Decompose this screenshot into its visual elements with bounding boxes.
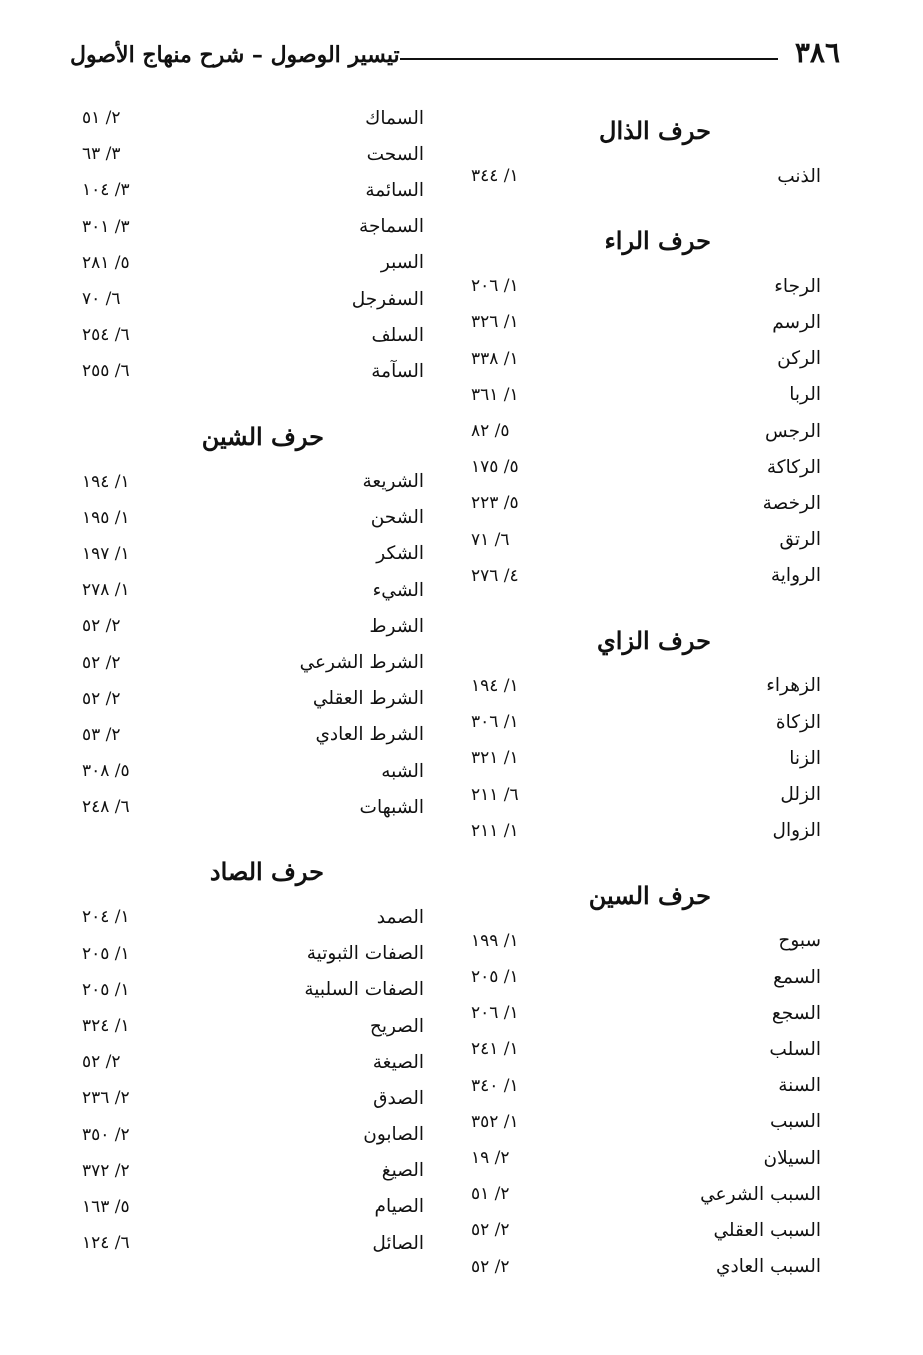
page-header — [70, 36, 840, 76]
index-entry — [465, 1212, 821, 1248]
section-heading: حرف السين — [588, 880, 711, 910]
index-entry — [76, 753, 424, 789]
index-entry — [465, 1249, 821, 1285]
entry-term: الرخصة — [762, 492, 821, 514]
index-entry — [76, 1117, 424, 1153]
section-heading: حرف الراء — [604, 226, 711, 256]
entry-reference: ١/ ١٩٤ — [82, 471, 130, 492]
section-spacer — [465, 194, 821, 210]
entry-term: السيلان — [763, 1147, 821, 1169]
entry-reference: ٢/ ٣٧٢ — [82, 1160, 130, 1181]
entry-term: الشريعة — [362, 471, 424, 493]
index-entry — [465, 449, 821, 485]
entry-reference: ٢/ ٥١ — [471, 1184, 510, 1205]
index-entry — [76, 789, 424, 825]
index-entry — [76, 644, 424, 680]
entry-reference: ١/ ٢٠٦ — [471, 276, 519, 297]
entry-term: السجع — [771, 1002, 821, 1024]
entry-term: الذنب — [777, 165, 821, 187]
section-spacer — [465, 594, 821, 610]
entry-reference: ٦/ ٢٥٤ — [82, 325, 130, 346]
entry-term: السماجة — [359, 216, 424, 238]
entry-reference: ٢/ ٥٢ — [82, 652, 121, 673]
index-entry — [76, 317, 424, 353]
entry-reference: ١/ ٣٥٢ — [471, 1111, 519, 1132]
entry-reference: ٢/ ٥٢ — [471, 1256, 510, 1277]
section-heading: حرف الزاي — [597, 625, 711, 655]
section-spacer — [76, 825, 424, 841]
entry-reference: ٢/ ٢٣٦ — [82, 1088, 130, 1109]
index-entry — [465, 1031, 821, 1067]
index-entry — [465, 377, 821, 413]
entry-reference: ٦/ ٢٤٨ — [82, 797, 130, 818]
entry-reference: ١/ ٣٣٨ — [471, 348, 519, 369]
entry-reference: ٦/ ٧٠ — [82, 289, 121, 310]
index-entry — [76, 464, 424, 500]
entry-term: الشرط العادي — [315, 724, 424, 746]
entry-term: السبر — [380, 252, 424, 274]
index-entry — [465, 485, 821, 521]
entry-term: الشرط العقلي — [312, 688, 424, 710]
entry-reference: ١/ ٢١١ — [471, 820, 519, 841]
index-entry — [76, 500, 424, 536]
section-heading: حرف الذال — [599, 116, 711, 145]
entry-reference: ٢/ ٥٣ — [82, 724, 121, 745]
running-title: تيسير الوصول – شرح منهاج الأصول — [70, 42, 400, 68]
index-entry — [76, 1008, 424, 1044]
entry-term: الشيء — [372, 579, 424, 601]
entry-term: الرسم — [772, 311, 821, 333]
entry-term: الزلل — [780, 784, 821, 806]
index-entry — [465, 522, 821, 558]
entry-reference: ٣/ ١٠٤ — [82, 180, 130, 201]
entry-reference: ١/ ٣٢٦ — [471, 312, 519, 333]
entry-term: الزنا — [789, 747, 821, 769]
index-entry — [465, 923, 821, 959]
entry-term: الصفات السلبية — [304, 979, 424, 1001]
index-entry — [465, 268, 821, 304]
index-entry — [465, 158, 821, 194]
entry-term: السلب — [769, 1038, 821, 1060]
index-entry — [465, 1176, 821, 1212]
entry-term: الرواية — [770, 565, 821, 587]
index-entry — [76, 1044, 424, 1080]
entry-reference: ٦/ ٧١ — [471, 529, 510, 550]
entry-reference: ٢/ ٥٢ — [82, 616, 121, 637]
entry-term: الزوال — [772, 820, 821, 842]
index-entry — [76, 899, 424, 935]
index-entry — [76, 572, 424, 608]
entry-reference: ٥/ ٢٨١ — [82, 252, 130, 273]
index-entry — [465, 304, 821, 340]
entry-reference: ١/ ٣٤٠ — [471, 1075, 519, 1096]
index-entry — [465, 1140, 821, 1176]
index-entry — [76, 936, 424, 972]
entry-term: السفرجل — [351, 288, 424, 310]
entry-reference: ٥/ ٨٢ — [471, 421, 510, 442]
entry-term: الرجس — [764, 420, 821, 442]
index-entry — [465, 1068, 821, 1104]
entry-reference: ٢/ ١٩ — [471, 1148, 510, 1169]
entry-reference: ١/ ٢٠٥ — [471, 967, 519, 988]
index-entry — [76, 1189, 424, 1225]
index-entry — [76, 353, 424, 389]
entry-reference: ٣/ ٣٠١ — [82, 216, 130, 237]
entry-reference: ١/ ٢٠٥ — [82, 979, 130, 1000]
index-entry — [465, 1104, 821, 1140]
entry-reference: ٢/ ٥٢ — [471, 1220, 510, 1241]
entry-term: السائمة — [365, 179, 424, 201]
entry-term: الصريح — [369, 1015, 424, 1037]
entry-reference: ١/ ٢٠٦ — [471, 1003, 519, 1024]
index-entry — [465, 704, 821, 740]
section-spacer — [465, 849, 821, 865]
header-rule — [400, 58, 778, 60]
entry-reference: ١/ ٣٠٦ — [471, 712, 519, 733]
entry-term: سبوح — [778, 930, 821, 952]
index-entry — [76, 245, 424, 281]
entry-term: السنة — [778, 1075, 821, 1097]
entry-term: السبب العادي — [716, 1256, 821, 1278]
entry-reference: ١/ ١٩٩ — [471, 930, 519, 951]
index-entry — [76, 1080, 424, 1116]
index-entry — [76, 1225, 424, 1261]
entry-reference: ١/ ٢٠٤ — [82, 907, 130, 928]
index-entry — [465, 413, 821, 449]
entry-term: الشبهات — [359, 796, 424, 818]
entry-reference: ٢/ ٥٢ — [82, 688, 121, 709]
entry-term: السلف — [371, 324, 424, 346]
index-entry — [76, 717, 424, 753]
index-entry — [76, 172, 424, 208]
index-entry — [76, 209, 424, 245]
index-entry — [465, 959, 821, 995]
entry-reference: ٢/ ٥١ — [82, 108, 121, 129]
entry-term: الشرط الشرعي — [299, 652, 424, 674]
entry-reference: ١/ ٢٤١ — [471, 1039, 519, 1060]
index-entry — [76, 136, 424, 172]
index-entry — [465, 740, 821, 776]
entry-reference: ١/ ٢٧٨ — [82, 580, 130, 601]
index-entry — [465, 341, 821, 377]
entry-reference: ٥/ ١٦٣ — [82, 1196, 130, 1217]
entry-term: الصدق — [373, 1087, 424, 1109]
entry-term: الصابون — [363, 1124, 424, 1146]
entry-reference: ٤/ ٢٧٦ — [471, 565, 519, 586]
entry-term: السمع — [773, 966, 821, 988]
entry-term: الرتق — [779, 529, 821, 551]
entry-reference: ١/ ٣٤٤ — [471, 166, 519, 187]
entry-term: الصمد — [376, 906, 424, 928]
entry-reference: ٥/ ٢٢٣ — [471, 493, 519, 514]
entry-term: السآمة — [371, 360, 424, 382]
section-heading: حرف الشين — [201, 421, 324, 451]
index-entry — [76, 972, 424, 1008]
entry-term: السماك — [365, 107, 424, 129]
entry-term: الصيغة — [372, 1051, 424, 1073]
section-heading: حرف الصاد — [209, 857, 324, 887]
entry-reference: ٢/ ٥٢ — [82, 1052, 121, 1073]
entry-term: الصيغ — [381, 1160, 424, 1182]
entry-reference: ١/ ٣٢١ — [471, 748, 519, 769]
index-entry — [76, 100, 424, 136]
index-entry — [465, 776, 821, 812]
entry-reference: ١/ ٣٦١ — [471, 384, 519, 405]
index-column-left — [76, 100, 424, 1261]
entry-reference: ٥/ ١٧٥ — [471, 457, 519, 478]
index-entry — [76, 608, 424, 644]
index-entry — [76, 681, 424, 717]
index-entry — [465, 558, 821, 594]
entry-term: الركاكة — [766, 456, 821, 478]
entry-term: الزهراء — [766, 675, 821, 697]
entry-term: الرجاء — [774, 275, 821, 297]
entry-term: الربا — [789, 384, 821, 406]
entry-term: الصفات الثبوتية — [306, 943, 424, 965]
entry-term: السحت — [366, 143, 424, 165]
entry-reference: ٥/ ٣٠٨ — [82, 761, 130, 782]
index-entry — [76, 281, 424, 317]
entry-term: السبب الشرعي — [700, 1183, 821, 1205]
entry-reference: ٢/ ٣٥٠ — [82, 1124, 130, 1145]
entry-reference: ٦/ ١٢٤ — [82, 1233, 130, 1254]
entry-term: الشرط — [369, 615, 424, 637]
entry-term: السبب العقلي — [713, 1219, 821, 1241]
index-entry — [465, 995, 821, 1031]
entry-term: الشبه — [381, 760, 424, 782]
entry-term: الشحن — [370, 507, 424, 529]
entry-term: الصائل — [372, 1232, 424, 1254]
entry-reference: ١/ ١٩٧ — [82, 543, 130, 564]
entry-reference: ١/ ٣٢٤ — [82, 1016, 130, 1037]
entry-term: السبب — [769, 1111, 821, 1133]
entry-reference: ٣/ ٦٣ — [82, 144, 121, 165]
entry-reference: ٦/ ٢١١ — [471, 784, 519, 805]
entry-reference: ٦/ ٢٥٥ — [82, 361, 130, 382]
index-entry — [76, 1153, 424, 1189]
entry-reference: ١/ ١٩٥ — [82, 507, 130, 528]
entry-term: الصيام — [374, 1196, 424, 1218]
section-spacer — [76, 390, 424, 406]
entry-term: الزكاة — [775, 711, 821, 733]
entry-reference: ١/ ٢٠٥ — [82, 943, 130, 964]
entry-reference: ١/ ١٩٤ — [471, 675, 519, 696]
page-number: ٣٨٦ — [794, 36, 840, 69]
index-column-right — [465, 100, 821, 1285]
index-entry — [76, 536, 424, 572]
index-entry — [465, 668, 821, 704]
entry-term: الركن — [777, 348, 821, 370]
entry-term: الشكر — [376, 543, 424, 565]
index-entry — [465, 813, 821, 849]
